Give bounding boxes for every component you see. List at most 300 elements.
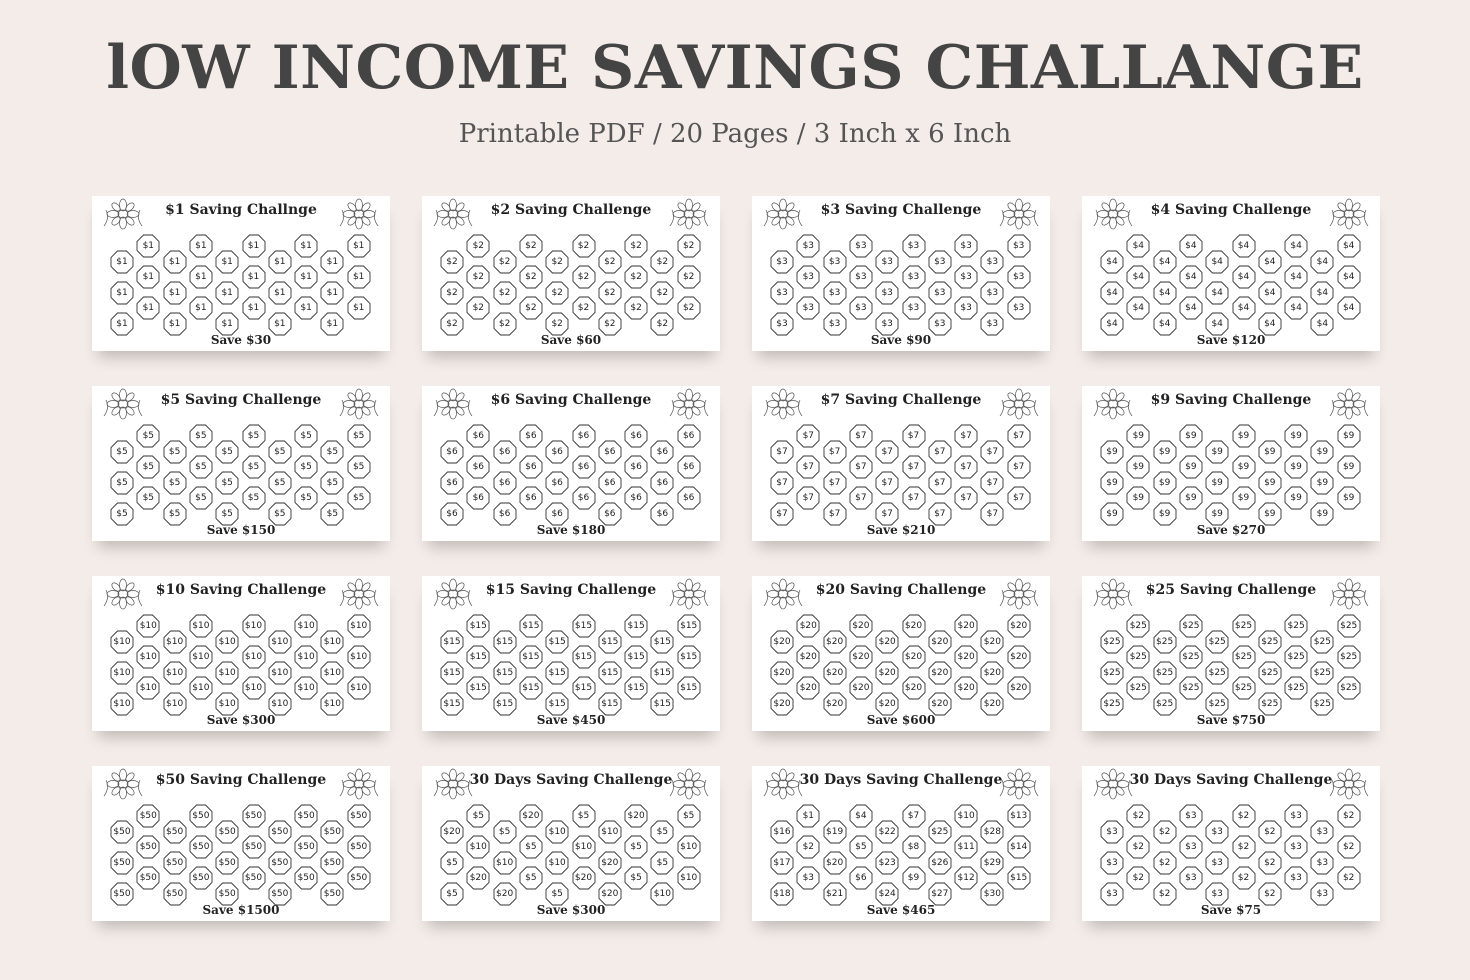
- coin-amount: $20: [983, 698, 1001, 709]
- card-total: Save $30: [210, 333, 272, 347]
- coin-amount: $50: [139, 873, 157, 883]
- savings-coin: [875, 851, 899, 875]
- coin-amount: $1: [352, 303, 365, 313]
- coin-amount: $4: [1290, 272, 1302, 282]
- coin-amount: $10: [323, 667, 341, 678]
- coin-amount: $6: [604, 508, 616, 519]
- coin-amount: $9: [1237, 493, 1250, 503]
- savings-coin: [572, 455, 596, 479]
- savings-coin: [823, 250, 847, 274]
- card-total: Save $750: [1196, 713, 1266, 727]
- coin-amount: $3: [1316, 857, 1329, 868]
- coin-amount: $4: [1264, 256, 1276, 267]
- coin-amount: $23: [878, 857, 896, 868]
- savings-coin: [215, 471, 239, 495]
- coin-amount: $3: [776, 318, 788, 329]
- coin-amount: $3: [1211, 826, 1223, 837]
- challenge-card: [92, 386, 390, 541]
- coin-amount: $15: [496, 698, 514, 709]
- savings-coin: [796, 234, 820, 258]
- challenge-card: [92, 576, 390, 731]
- coin-amount: $3: [960, 303, 972, 313]
- coin-amount: $2: [551, 287, 563, 298]
- challenge-grid: [92, 196, 1382, 926]
- savings-coin: [1337, 296, 1361, 320]
- coin-amount: $1: [168, 256, 181, 267]
- coin-amount: $50: [271, 826, 289, 837]
- card-title: $3 Saving Challenge: [820, 202, 982, 218]
- card-title: $25 Saving Challenge: [1145, 582, 1317, 598]
- coin-amount: $50: [139, 842, 157, 852]
- savings-coin: [770, 851, 794, 875]
- savings-coin: [242, 424, 266, 448]
- coin-amount: $2: [1264, 888, 1276, 899]
- savings-coin: [1232, 866, 1256, 890]
- savings-coin: [294, 804, 318, 828]
- coin-amount: $3: [1316, 826, 1329, 837]
- coin-amount: $20: [773, 698, 791, 709]
- coin-amount: $20: [773, 636, 791, 647]
- page-title: lOW INCOME SAVINGS CHALLANGE: [106, 33, 1364, 103]
- coin-amount: $7: [855, 493, 867, 503]
- coin-amount: $25: [1156, 636, 1174, 647]
- savings-coin: [1232, 835, 1256, 859]
- savings-coin: [519, 645, 543, 669]
- coin-amount: $5: [274, 446, 286, 457]
- savings-coin: [928, 851, 952, 875]
- coin-amount: $5: [472, 811, 485, 821]
- coin-grid: [752, 386, 1050, 541]
- savings-coin: [242, 804, 266, 828]
- coin-amount: $20: [878, 698, 896, 709]
- savings-coin: [1179, 265, 1203, 289]
- coin-amount: $2: [656, 287, 669, 298]
- savings-coin: [796, 835, 820, 859]
- coin-amount: $6: [630, 493, 642, 503]
- coin-amount: $50: [323, 857, 341, 868]
- savings-coin: [545, 471, 569, 495]
- coin-amount: $5: [446, 857, 458, 868]
- coin-amount: $2: [682, 303, 695, 313]
- coin-amount: $2: [446, 287, 458, 298]
- savings-coin: [466, 265, 490, 289]
- savings-coin: [980, 440, 1004, 464]
- savings-coin: [347, 676, 371, 700]
- challenge-card: [92, 196, 390, 351]
- coin-amount: $2: [1158, 888, 1171, 899]
- coin-grid: [752, 196, 1050, 351]
- coin-amount: $9: [1342, 462, 1355, 472]
- savings-coin: [598, 281, 622, 305]
- coin-grid: [422, 576, 720, 731]
- coin-amount: $3: [828, 287, 841, 298]
- savings-coin: [440, 471, 464, 495]
- coin-amount: $20: [904, 683, 923, 693]
- savings-coin: [440, 851, 464, 875]
- coin-amount: $10: [680, 873, 698, 883]
- savings-coin: [650, 630, 674, 654]
- savings-coin: [1310, 630, 1334, 654]
- savings-coin: [466, 424, 490, 448]
- coin-amount: $10: [271, 698, 289, 709]
- coin-amount: $3: [1185, 811, 1197, 821]
- coin-amount: $15: [627, 683, 645, 693]
- coin-amount: $6: [446, 508, 458, 519]
- savings-coin: [136, 265, 160, 289]
- coin-amount: $25: [1129, 683, 1147, 693]
- coin-amount: $2: [498, 256, 511, 267]
- coin-amount: $1: [326, 287, 339, 298]
- savings-coin: [954, 614, 978, 638]
- savings-coin: [1205, 630, 1229, 654]
- savings-coin: [136, 424, 160, 448]
- savings-coin: [545, 820, 569, 844]
- savings-coin: [320, 851, 344, 875]
- coin-amount: $3: [1012, 272, 1025, 282]
- savings-coin: [823, 851, 847, 875]
- coin-amount: $50: [192, 842, 210, 852]
- coin-amount: $5: [682, 811, 695, 821]
- coin-amount: $15: [469, 621, 487, 631]
- coin-grid: [92, 766, 390, 921]
- card-title: 30 Days Saving Challenge: [799, 772, 1003, 788]
- coin-amount: $10: [139, 652, 157, 662]
- coin-amount: $1: [116, 318, 128, 329]
- challenge-card: [1082, 766, 1380, 921]
- challenge-card: [422, 766, 720, 921]
- coin-amount: $3: [986, 287, 999, 298]
- coin-amount: $20: [878, 667, 896, 678]
- coin-amount: $3: [1316, 888, 1329, 899]
- coin-amount: $15: [653, 667, 671, 678]
- savings-coin: [545, 281, 569, 305]
- coin-amount: $25: [1208, 636, 1226, 647]
- savings-coin: [1007, 234, 1031, 258]
- savings-coin: [347, 645, 371, 669]
- savings-coin: [928, 250, 952, 274]
- coin-amount: $9: [1290, 493, 1302, 503]
- coin-amount: $20: [826, 636, 844, 647]
- coin-amount: $20: [1010, 621, 1028, 631]
- coin-amount: $4: [1316, 318, 1329, 329]
- coin-grid: [1082, 386, 1380, 541]
- savings-coin: [572, 486, 596, 510]
- coin-amount: $3: [1185, 842, 1197, 852]
- savings-coin: [110, 440, 134, 464]
- coin-amount: $2: [525, 241, 537, 251]
- savings-coin: [1179, 804, 1203, 828]
- coin-amount: $7: [802, 431, 815, 441]
- savings-coin: [1310, 471, 1334, 495]
- coin-amount: $3: [1290, 873, 1302, 883]
- coin-amount: $4: [1158, 256, 1171, 267]
- coin-amount: $1: [142, 303, 155, 313]
- savings-coin: [1337, 835, 1361, 859]
- savings-coin: [440, 250, 464, 274]
- coin-amount: $3: [802, 272, 815, 282]
- savings-coin: [320, 630, 344, 654]
- savings-coin: [572, 866, 596, 890]
- coin-amount: $18: [773, 888, 791, 899]
- coin-amount: $9: [1132, 493, 1145, 503]
- coin-amount: $9: [1211, 508, 1223, 519]
- coin-amount: $9: [1211, 477, 1223, 488]
- coin-amount: $1: [247, 303, 260, 313]
- coin-amount: $10: [113, 667, 131, 678]
- coin-amount: $5: [656, 857, 669, 868]
- coin-amount: $4: [1106, 256, 1118, 267]
- challenge-card: [752, 386, 1050, 541]
- coin-amount: $7: [907, 493, 920, 503]
- savings-coin: [1205, 851, 1229, 875]
- savings-coin: [1153, 440, 1177, 464]
- card-total: Save $270: [1196, 523, 1266, 537]
- savings-coin: [493, 281, 517, 305]
- savings-coin: [189, 614, 213, 638]
- coin-amount: $10: [166, 667, 184, 678]
- coin-amount: $7: [960, 493, 972, 503]
- coin-amount: $50: [323, 826, 341, 837]
- coin-amount: $50: [297, 842, 315, 852]
- savings-coin: [1179, 866, 1203, 890]
- savings-coin: [1153, 851, 1177, 875]
- savings-coin: [1100, 820, 1124, 844]
- card-total: Save $60: [540, 333, 602, 347]
- coin-amount: $9: [1264, 446, 1276, 457]
- coin-grid: [1082, 196, 1380, 351]
- coin-amount: $6: [472, 462, 485, 472]
- coin-amount: $15: [469, 652, 487, 662]
- savings-coin: [598, 250, 622, 274]
- savings-coin: [1100, 851, 1124, 875]
- coin-amount: $20: [826, 667, 844, 678]
- coin-amount: $5: [855, 842, 867, 852]
- coin-amount: $7: [802, 493, 815, 503]
- savings-coin: [347, 265, 371, 289]
- savings-coin: [1258, 820, 1282, 844]
- savings-coin: [650, 440, 674, 464]
- savings-coin: [163, 851, 187, 875]
- coin-amount: $2: [1264, 857, 1276, 868]
- coin-amount: $6: [498, 508, 511, 519]
- savings-coin: [189, 455, 213, 479]
- savings-coin: [1126, 455, 1150, 479]
- coin-amount: $1: [300, 241, 312, 251]
- savings-coin: [954, 804, 978, 828]
- savings-coin: [677, 835, 701, 859]
- coin-amount: $5: [525, 873, 537, 883]
- savings-coin: [347, 804, 371, 828]
- coin-amount: $5: [168, 508, 181, 519]
- savings-coin: [1232, 296, 1256, 320]
- savings-coin: [1179, 614, 1203, 638]
- savings-coin: [189, 676, 213, 700]
- savings-coin: [796, 804, 820, 828]
- savings-coin: [624, 614, 648, 638]
- savings-coin: [954, 866, 978, 890]
- coin-amount: $5: [247, 493, 260, 503]
- coin-amount: $25: [1340, 621, 1358, 631]
- savings-coin: [1258, 440, 1282, 464]
- coin-amount: $20: [957, 683, 975, 693]
- coin-amount: $25: [1208, 667, 1226, 678]
- coin-amount: $9: [1106, 446, 1118, 457]
- coin-amount: $3: [776, 256, 788, 267]
- coin-amount: $9: [1264, 477, 1276, 488]
- coin-amount: $3: [802, 303, 815, 313]
- coin-amount: $50: [244, 873, 263, 883]
- coin-amount: $10: [469, 842, 487, 852]
- coin-amount: $7: [907, 462, 920, 472]
- coin-amount: $6: [446, 446, 458, 457]
- coin-amount: $7: [1012, 462, 1025, 472]
- coin-amount: $2: [1158, 826, 1171, 837]
- savings-coin: [215, 661, 239, 685]
- savings-coin: [320, 440, 344, 464]
- card-title: 30 Days Saving Challenge: [469, 772, 673, 788]
- coin-amount: $2: [656, 318, 669, 329]
- coin-amount: $10: [350, 621, 368, 631]
- savings-coin: [770, 440, 794, 464]
- coin-amount: $6: [630, 431, 642, 441]
- card-title: $2 Saving Challenge: [490, 202, 652, 218]
- coin-amount: $4: [1316, 256, 1329, 267]
- coin-amount: $7: [960, 431, 972, 441]
- coin-amount: $9: [1290, 462, 1302, 472]
- savings-coin: [268, 281, 292, 305]
- savings-coin: [902, 614, 926, 638]
- coin-amount: $7: [828, 508, 841, 519]
- coin-amount: $6: [472, 493, 485, 503]
- coin-amount: $9: [1106, 477, 1118, 488]
- savings-coin: [1284, 486, 1308, 510]
- coin-amount: $6: [682, 431, 695, 441]
- savings-coin: [624, 804, 648, 828]
- coin-amount: $2: [551, 318, 563, 329]
- coin-amount: $10: [350, 683, 368, 693]
- coin-amount: $50: [192, 811, 210, 821]
- coin-amount: $3: [1211, 857, 1223, 868]
- savings-coin: [624, 676, 648, 700]
- coin-amount: $5: [221, 446, 233, 457]
- savings-coin: [1179, 645, 1203, 669]
- card-total: Save $300: [206, 713, 276, 727]
- savings-coin: [624, 296, 648, 320]
- coin-amount: $20: [983, 636, 1001, 647]
- savings-coin: [677, 614, 701, 638]
- coin-amount: $5: [195, 431, 207, 441]
- savings-coin: [545, 630, 569, 654]
- savings-coin: [849, 835, 873, 859]
- savings-coin: [823, 630, 847, 654]
- savings-coin: [1100, 281, 1124, 305]
- savings-coin: [1126, 645, 1150, 669]
- savings-coin: [1310, 281, 1334, 305]
- coin-grid: [92, 576, 390, 731]
- coin-amount: $15: [469, 683, 487, 693]
- coin-amount: $7: [776, 446, 788, 457]
- coin-amount: $25: [1313, 698, 1331, 709]
- savings-coin: [980, 630, 1004, 654]
- savings-coin: [928, 820, 952, 844]
- savings-coin: [796, 424, 820, 448]
- coin-amount: $26: [931, 857, 949, 868]
- card-total: Save $90: [870, 333, 932, 347]
- coin-amount: $3: [1290, 811, 1302, 821]
- coin-amount: $9: [1211, 446, 1223, 457]
- coin-amount: $3: [881, 318, 893, 329]
- savings-coin: [294, 265, 318, 289]
- coin-amount: $25: [931, 826, 949, 837]
- coin-amount: $9: [1342, 493, 1355, 503]
- coin-amount: $15: [680, 621, 698, 631]
- savings-coin: [650, 661, 674, 685]
- coin-amount: $15: [443, 698, 461, 709]
- savings-coin: [466, 804, 490, 828]
- coin-amount: $15: [548, 698, 566, 709]
- savings-coin: [242, 866, 266, 890]
- savings-coin: [875, 440, 899, 464]
- coin-amount: $50: [113, 888, 131, 899]
- savings-coin: [598, 471, 622, 495]
- coin-amount: $2: [1237, 811, 1250, 821]
- savings-coin: [136, 486, 160, 510]
- coin-amount: $2: [604, 318, 616, 329]
- coin-amount: $2: [1158, 857, 1171, 868]
- coin-amount: $2: [472, 241, 485, 251]
- coin-amount: $3: [855, 272, 867, 282]
- coin-amount: $7: [907, 811, 920, 821]
- coin-amount: $7: [855, 431, 867, 441]
- coin-amount: $15: [601, 636, 619, 647]
- savings-coin: [572, 645, 596, 669]
- savings-coin: [598, 661, 622, 685]
- card-total: Save $210: [866, 523, 936, 537]
- savings-coin: [677, 486, 701, 510]
- savings-coin: [136, 804, 160, 828]
- coin-amount: $6: [498, 477, 511, 488]
- savings-coin: [1126, 804, 1150, 828]
- coin-amount: $10: [113, 698, 131, 709]
- coin-amount: $50: [218, 888, 236, 899]
- coin-amount: $5: [247, 431, 260, 441]
- savings-coin: [677, 296, 701, 320]
- coin-amount: $9: [1237, 431, 1250, 441]
- savings-coin: [796, 676, 820, 700]
- coin-amount: $12: [957, 873, 975, 883]
- coin-amount: $5: [221, 477, 233, 488]
- coin-amount: $50: [350, 873, 368, 883]
- savings-coin: [1126, 866, 1150, 890]
- coin-amount: $25: [1287, 652, 1305, 662]
- coin-amount: $8: [907, 842, 920, 852]
- coin-amount: $3: [1106, 888, 1118, 899]
- savings-coin: [650, 851, 674, 875]
- coin-amount: $4: [1237, 303, 1250, 313]
- savings-coin: [1337, 645, 1361, 669]
- coin-amount: $5: [326, 446, 339, 457]
- coin-amount: $7: [802, 462, 815, 472]
- coin-grid: [752, 576, 1050, 731]
- savings-coin: [242, 265, 266, 289]
- coin-amount: $6: [577, 431, 590, 441]
- savings-coin: [650, 471, 674, 495]
- challenge-card: [752, 576, 1050, 731]
- coin-amount: $1: [326, 256, 339, 267]
- savings-coin: [1284, 455, 1308, 479]
- coin-amount: $25: [1340, 652, 1358, 662]
- coin-amount: $10: [244, 621, 263, 631]
